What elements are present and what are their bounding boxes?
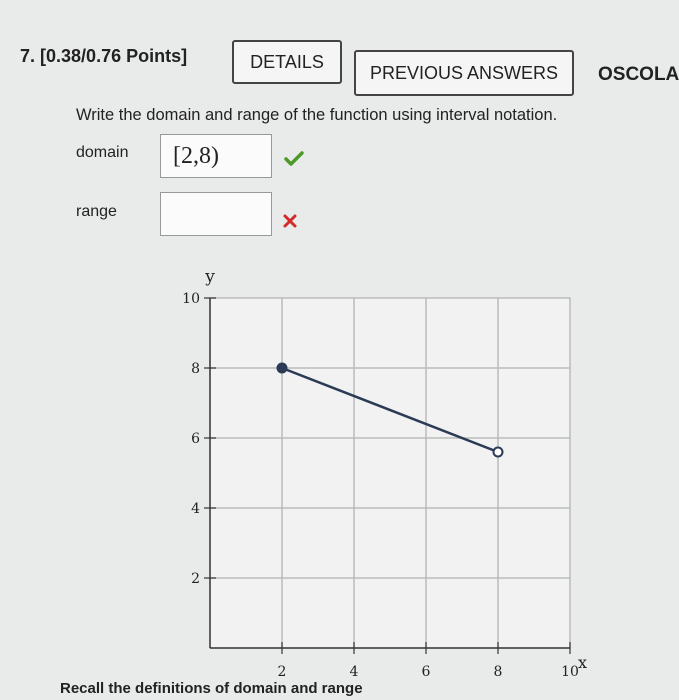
details-button[interactable]: DETAILS xyxy=(232,40,342,84)
question-prompt: Write the domain and range of the function using interval notation. xyxy=(76,106,558,124)
y-tick-label: 2 xyxy=(191,571,200,587)
x-tick-label: 4 xyxy=(349,664,359,680)
x-tick-label: 8 xyxy=(493,664,503,680)
graph-plot-area xyxy=(210,298,570,648)
y-tick-label: 8 xyxy=(191,361,200,377)
question-points: [0.38/0.76 Points] xyxy=(40,46,188,66)
domain-label: domain xyxy=(76,144,129,161)
x-axis-label: x xyxy=(578,653,588,672)
y-tick-label: 6 xyxy=(191,431,200,447)
question-number: 7. xyxy=(20,46,36,66)
previous-answers-button[interactable]: PREVIOUS ANSWERS xyxy=(354,50,574,96)
open-endpoint xyxy=(494,448,503,457)
range-label: range xyxy=(76,203,117,220)
oscola-button[interactable]: OSCOLA xyxy=(598,64,679,85)
x-tick-label: 10 xyxy=(561,664,579,680)
y-axis-label: y xyxy=(205,267,215,287)
x-tick-label: 6 xyxy=(421,664,431,680)
y-tick-label: 10 xyxy=(182,291,200,307)
domain-input[interactable]: [2,8) xyxy=(160,134,272,178)
recall-hint: Recall the definitions of domain and range xyxy=(60,680,363,697)
closed-endpoint xyxy=(278,364,287,373)
y-tick-label: 4 xyxy=(191,501,200,517)
x-tick-label: 2 xyxy=(277,664,287,680)
